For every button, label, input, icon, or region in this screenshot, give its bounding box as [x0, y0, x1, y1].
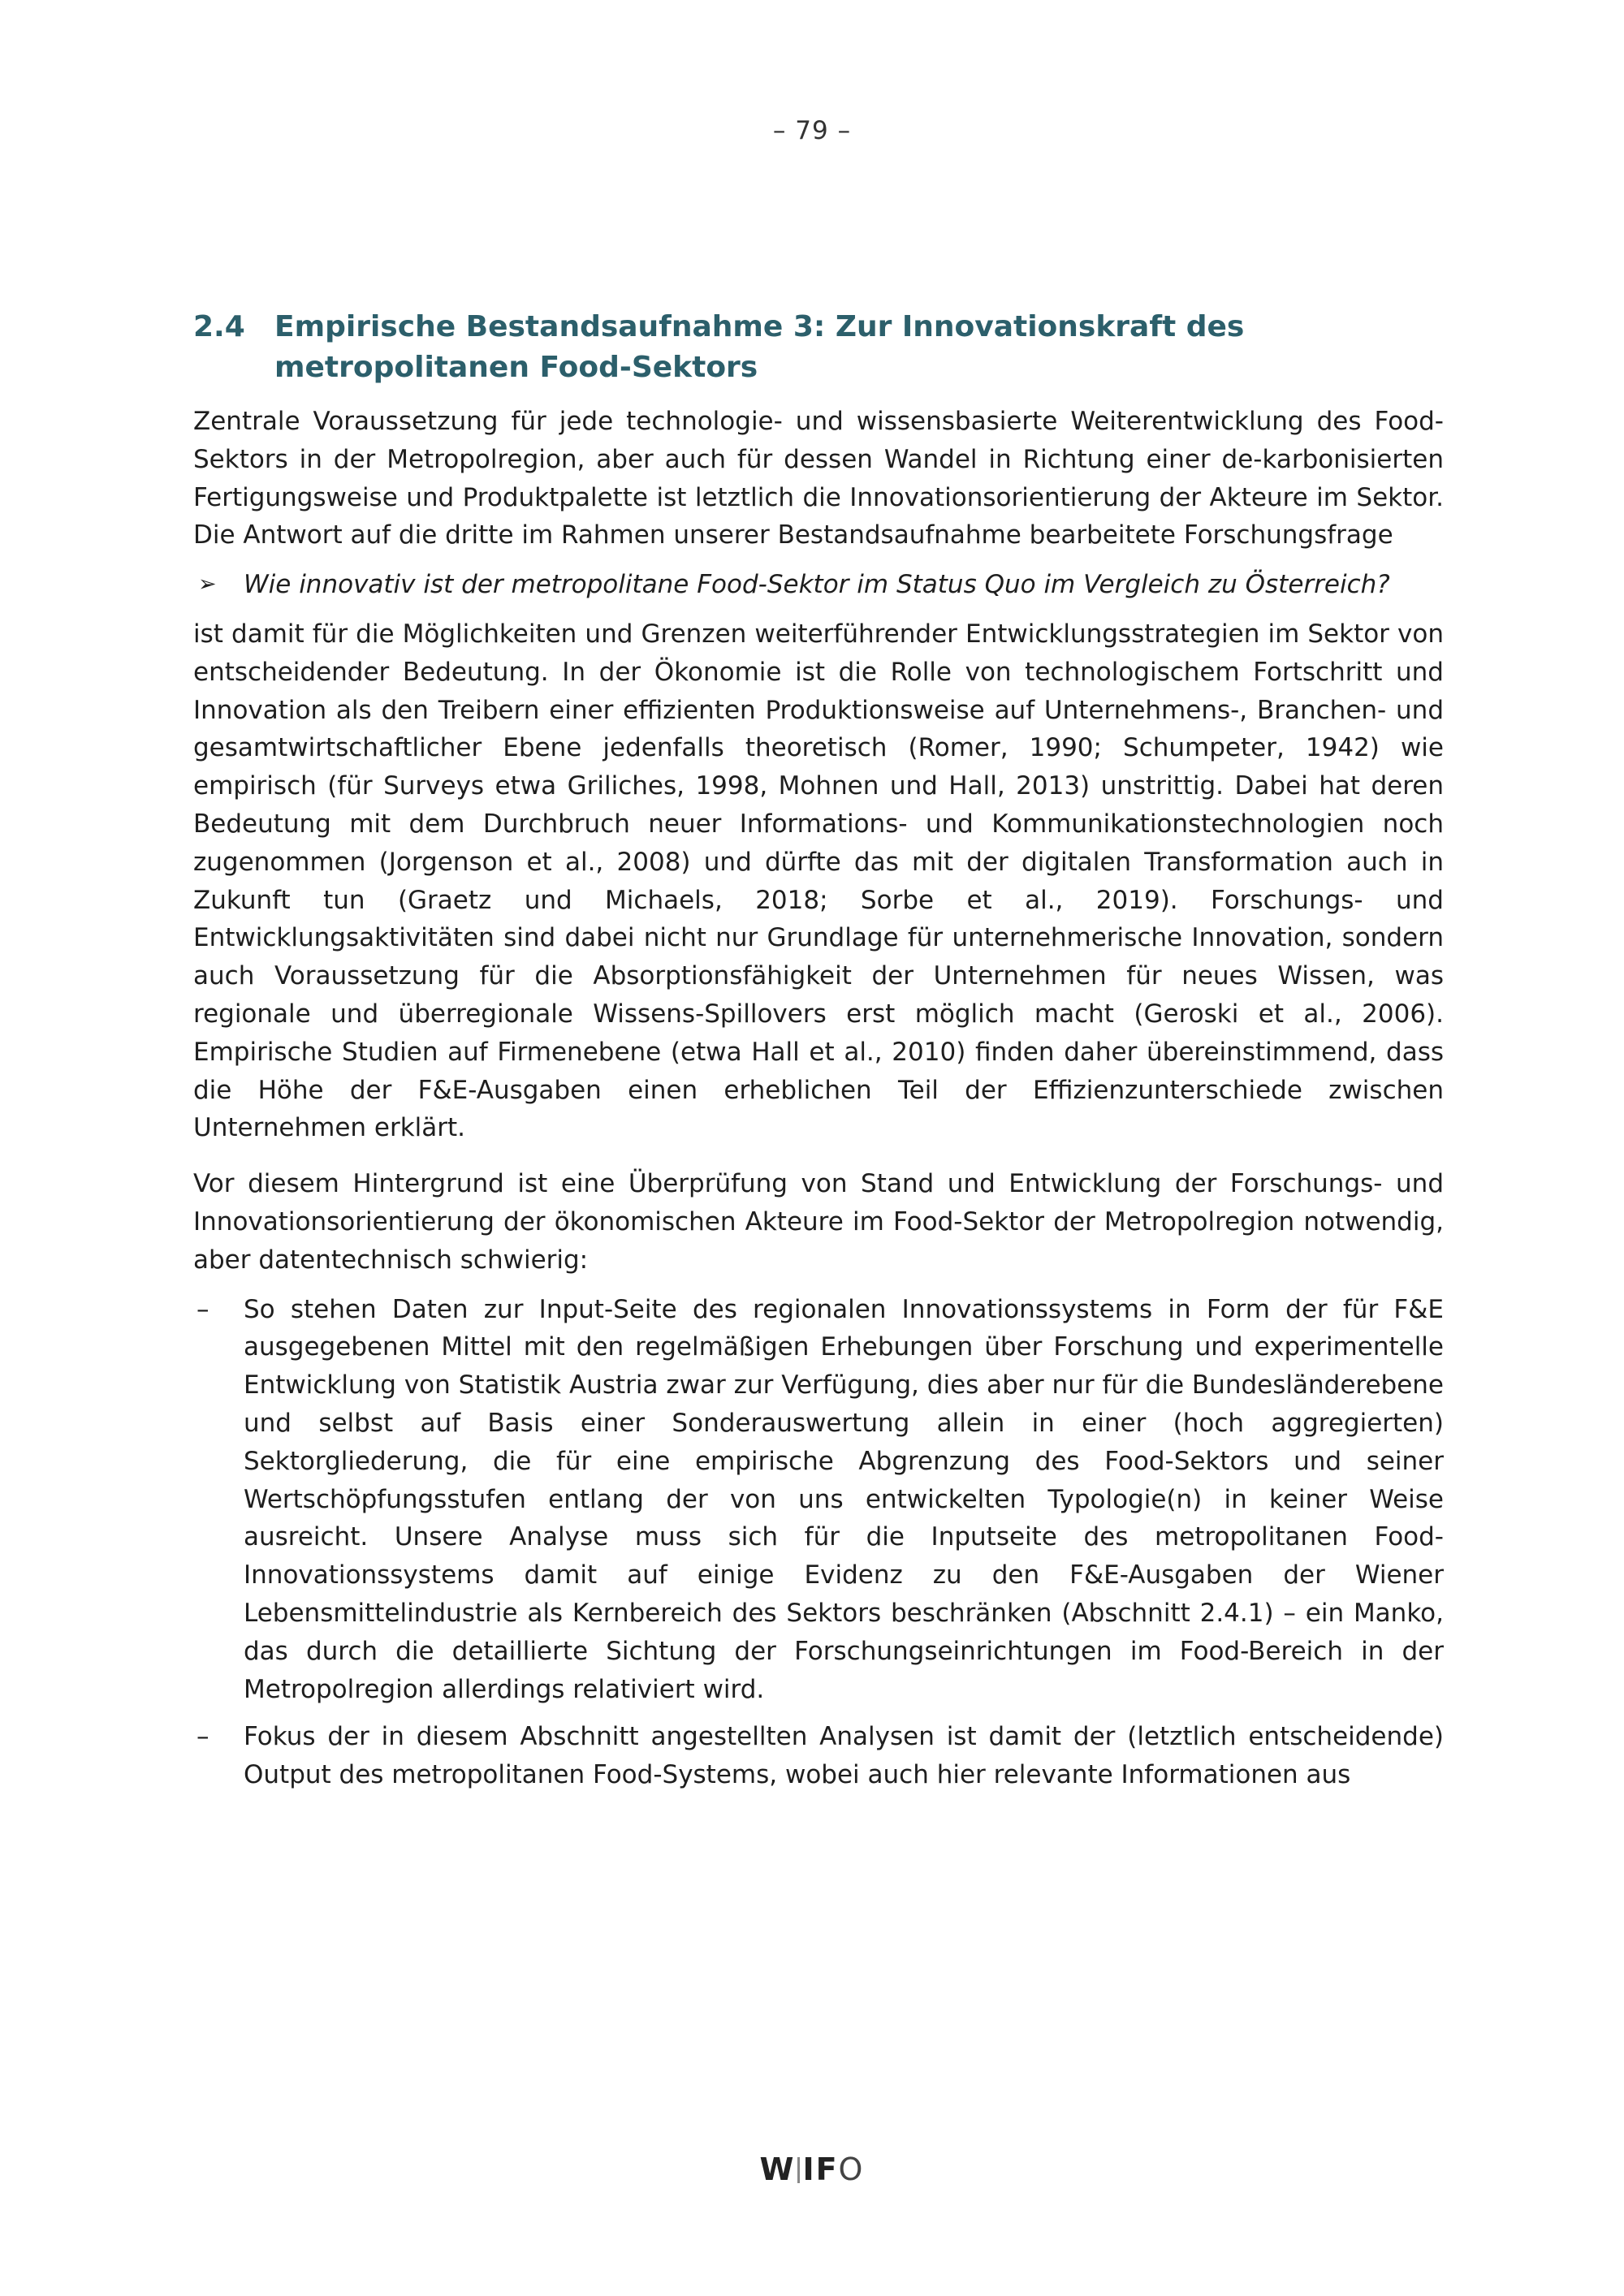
list-item-text: So stehen Daten zur Input-Seite des regionalen Innovationssystems in Form der für F&E ausgegebenen Mittel mit den regelmäßigen Erhebungen über Forschung und experimentelle Entwicklung von Statistik Austria zwar zur Verfügung, dies aber nur für die Bundesländerebene und selbst auf Basis einer Sonderauswertung allein in einer (hoch aggregierten) Sektorgliederung, die für eine empirische Abgrenzung des Food-Sektors und seiner Wertschöpfungsstufen entlang der von uns entwickelten Typologie(n) in keiner Weise ausreicht. Unsere Analyse muss sich für die Inputseite des metropolitanen Food-Innovationssystems damit auf einige Evidenz zu den F&E-Ausgaben der Wiener Lebensmittelindustrie als Kernbereich des Sektors beschränken (Abschnitt 2.4.1) – ein Manko, das durch die detaillierte Sichtung der Forschungseinrichtungen im Food-Bereich in der Metropolregion allerdings relativiert wird.: [244, 1294, 1444, 1704]
research-question-text: Wie innovativ ist der metropolitane Food-Sektor im Status Quo im Vergleich zu Österreich?: [244, 570, 1390, 600]
section-heading: [193, 307, 1444, 388]
section-title: Empirische Bestandsaufnahme 3: Zur Innovationskraft des metropolitanen Food-Sektors: [274, 310, 1245, 384]
body-paragraph: ist damit für die Möglichkeiten und Grenzen weiterführender Entwicklungsstrategien im Sektor von entscheidender Bedeutung. In der Ökonomie ist die Rolle von technologischem Fortschritt und Innovation als den Treibern einer effizienten Produktionsweise auf Unternehmens-, Branchen- und gesamtwirtschaftlicher Ebene jedenfalls theoretisch (Romer, 1990; Schumpeter, 1942) wie empirisch (für Surveys etwa Griliches, 1998, Mohnen und Hall, 2013) unstrittig. Dabei hat deren Bedeutung mit dem Durchbruch neuer Informations- und Kommunikationstechnologien noch zugenommen (Jorgenson et al., 2008) und dürfte das mit der digitalen Transformation auch in Zukunft tun (Graetz und Michaels, 2018; Sorbe et al., 2019). Forschungs- und Entwicklungsaktivitäten sind dabei nicht nur Grundlage für unternehmerische Innovation, sondern auch Voraussetzung für die Absorptionsfähigkeit der Unternehmen für neues Wissen, was regionale und überregionale Wissens-Spillovers erst möglich macht (Geroski et al., 2006). Empirische Studien auf Firmenebene (etwa Hall et al., 2010) finden daher übereinstimmend, dass die Höhe der F&E-Ausgaben einen erheblichen Teil der Effizienzunterschiede zwischen Unternehmen erklärt.: [193, 619, 1444, 1143]
data-limitations-list: [193, 1291, 1444, 1794]
intro-paragraph: Zentrale Voraussetzung für jede technologie- und wissensbasierte Weiterentwicklung des Food-Sektors in der Metropolregion, aber auch für dessen Wandel in Richtung einer de-karbonisierten Fertigungsweise und Produktpalette ist letztlich die Innovationsorientierung der Akteure im Sektor. Die Antwort auf die dritte im Rahmen unserer Bestandsaufnahme bearbeitete Forschungsfrage: [193, 407, 1444, 550]
dash-bullet-icon: –: [197, 1294, 209, 1324]
body-text: [193, 403, 1444, 1794]
section-number: 2.4: [193, 310, 245, 343]
background-paragraph: Vor diesem Hintergrund ist eine Überprüfung von Stand und Entwicklung der Forschungs- und Innovationsorientierung der ökonomischen Akteure im Food-Sektor der Metropolregion notwendig, aber datentechnisch schwierig:: [193, 1169, 1444, 1275]
page-number: – 79 –: [772, 116, 852, 145]
logo-divider-icon: [797, 2157, 800, 2183]
list-item: [193, 1718, 1444, 1794]
dash-bullet-icon: –: [197, 1722, 209, 1752]
arrow-bullet-icon: ➢: [198, 572, 217, 598]
list-item-text: Fokus der in diesem Abschnitt angestellten Analysen ist damit der (letztlich entscheidende) Output des metropolitanen Food-Systems, wobei auch hier relevante Informationen aus: [244, 1722, 1444, 1790]
wifo-logo: [0, 2151, 1624, 2187]
research-question: [193, 566, 1444, 604]
list-item: [193, 1291, 1444, 1709]
logo-if: IF: [802, 2151, 839, 2187]
logo-w: W: [759, 2151, 796, 2187]
logo-o: O: [838, 2151, 865, 2187]
